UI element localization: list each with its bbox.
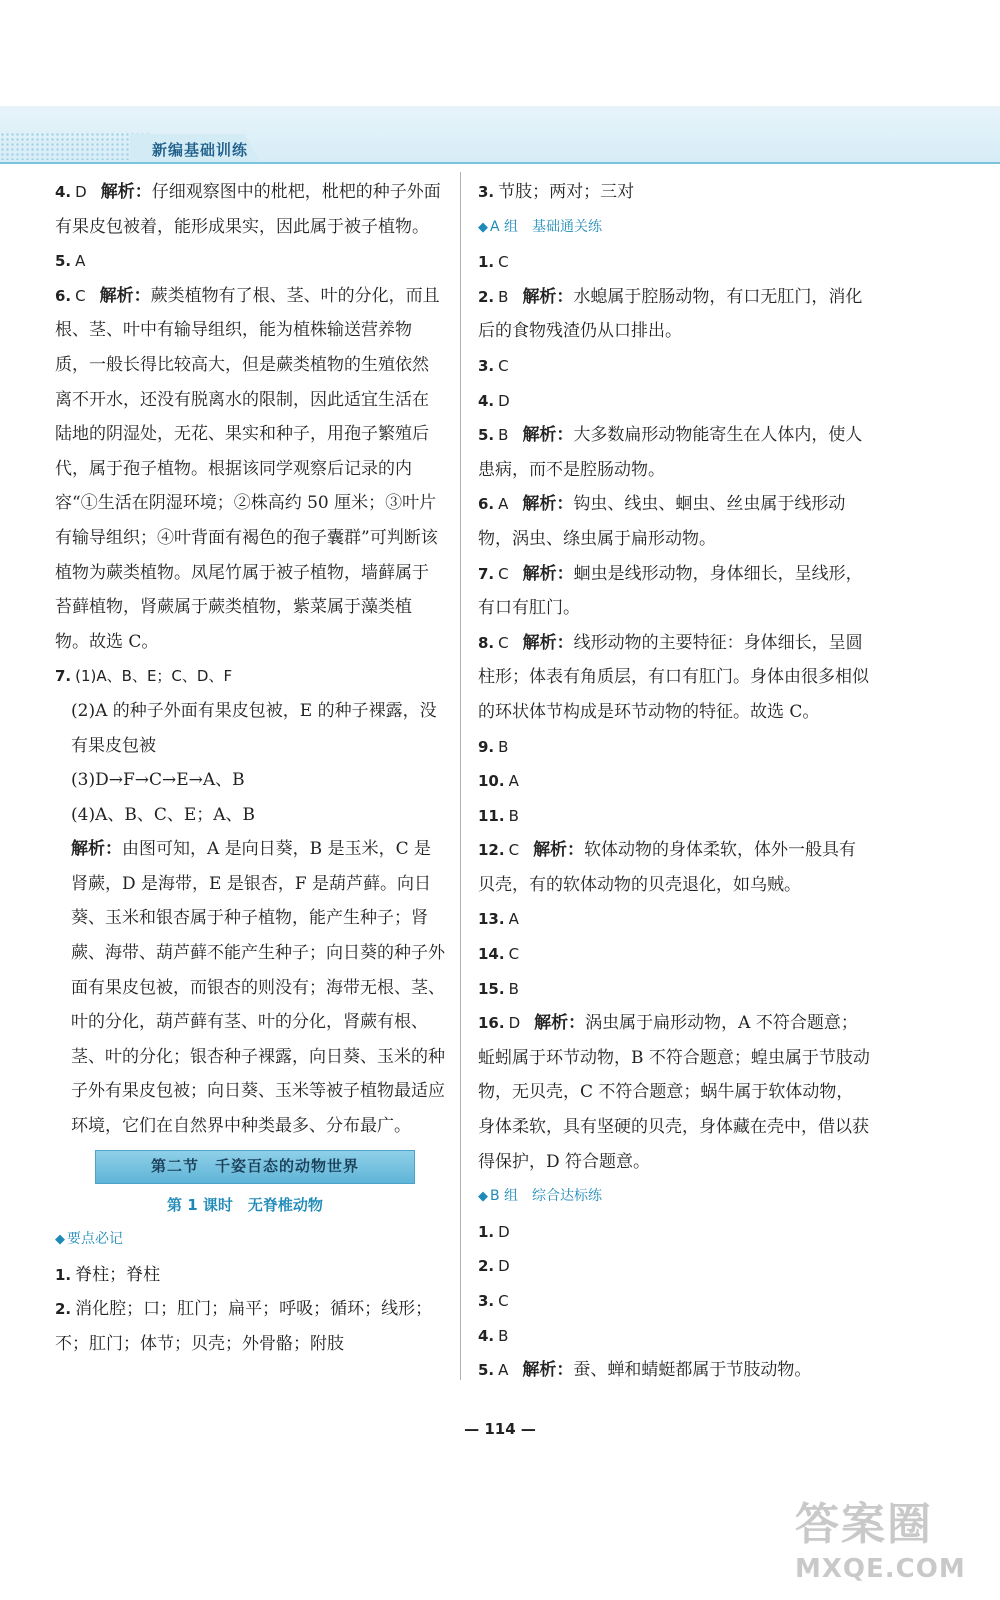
- item-answer: B: [498, 737, 509, 756]
- answer-item: [478, 1353, 870, 1388]
- analysis-text: 涡虫属于扁形动物，A 不符合题意；蚯蚓属于环节动物，B 不符合题意；蝗虫属于节肢动物，无贝壳，C 不符合题意；蜗牛属于软体动物，身体柔软，具有坚硬的贝壳，身体藏在壳中，借以获得保护，D 符合题意。: [478, 1013, 870, 1172]
- item-answer: B: [498, 426, 509, 445]
- analysis-text: 大多数扁形动物能寄生在人体内，使人患病，而不是腔肠动物。: [478, 425, 863, 480]
- item-number: 8.: [478, 633, 495, 652]
- item-number: 3.: [478, 1292, 495, 1310]
- item-answer: B: [498, 287, 509, 306]
- item-number: 2.: [478, 1257, 495, 1276]
- item-number: 15.: [478, 979, 505, 998]
- analysis-text: 线形动物的主要特征：身体细长，呈圆柱形；体表有角质层，有口有肛门。身体由很多相似的环状体节构成是环节动物的特征。故选 C。: [478, 632, 869, 722]
- item-number: 3.: [478, 356, 495, 375]
- header-dot-pattern: [0, 132, 150, 160]
- analysis-label: 解析：: [533, 840, 585, 861]
- item-number: 4.: [478, 391, 495, 410]
- answer-item: [478, 833, 870, 902]
- analysis-text: 软体动物的身体柔软，体外一般具有贝壳，有的软体动物的贝壳退化，如乌贼。: [478, 840, 857, 895]
- answer-subitem: (2)A 的种子外面有果皮包被，E 的种子裸露，没有果皮包被: [71, 700, 437, 756]
- analysis-label: 解析：: [534, 1013, 586, 1034]
- answer-item: 2. 消化腔；口；肛门；扁平；呼吸；循环；线形；不；肛门；体节；贝壳；外骨骼；附肢: [55, 1299, 433, 1354]
- item-answer: B: [508, 979, 519, 998]
- item-number: 16.: [478, 1014, 505, 1033]
- answer-item: [478, 799, 870, 834]
- answer-subitem: (4)A、B、C、E；A、B: [71, 804, 256, 825]
- answer-item: [478, 764, 870, 799]
- item-answer: C: [498, 633, 509, 652]
- answer-item: [478, 349, 870, 384]
- right-column: [478, 175, 870, 1388]
- group-b-list: [478, 1215, 870, 1388]
- answer-item: [478, 245, 870, 280]
- answer-item: [478, 1319, 870, 1354]
- diamond-icon: ◆: [478, 219, 488, 235]
- answer-item: 4. D 解析：仔细观察图中的枇杷，枇杷的种子外面有果皮包被着，能形成果实，因此属于被子植物。: [55, 182, 441, 237]
- answer-item: [478, 557, 870, 626]
- answer-item: [478, 418, 870, 487]
- answer-item: [478, 902, 870, 937]
- answer-item: [478, 1215, 870, 1250]
- analysis-text: 水螅属于腔肠动物，有口无肛门，消化后的食物残渣仍从口排出。: [478, 286, 863, 342]
- analysis-label: 解析：: [522, 563, 574, 584]
- key-points-heading: ◆ 要点必记: [55, 1231, 123, 1248]
- diamond-icon: ◆: [55, 1232, 65, 1248]
- answer-item: [478, 1249, 870, 1284]
- item-number: 1.: [478, 1222, 495, 1241]
- analysis-label: 解析：: [522, 425, 574, 446]
- analysis-label: 解析：: [522, 632, 574, 653]
- answer-item: [478, 1006, 870, 1179]
- answer-item: 5. A: [55, 252, 86, 271]
- item-answer: C: [498, 356, 509, 375]
- item-number: 10.: [478, 772, 505, 791]
- answer-item: [478, 730, 870, 765]
- answer-item: 6. C 解析：蕨类植物有了根、茎、叶的分化，而且根、茎、叶中有输导组织，能为植株输送营养物质，一般长得比较高大，但是蕨类植物的生殖依然离不开水，还没有脱离水的限制，因此适宜生活在陆地的阴湿处，无花、果实和种子，用孢子繁殖后代，属于孢子植物。根据该同学观察后记录的内容“①生活在阴湿环境；②株高约 50 厘米；③叶片有输导组织；④叶背面有褐色的孢子囊群”可判断该植物为蕨类植物。凤尾竹属于被子植物，墙藓属于苔藓植物，肾蕨属于蕨类植物，紫菜属于藻类植物。故选 C。: [55, 285, 440, 652]
- item-number: 6.: [478, 495, 495, 514]
- analysis-text: 蚕、蝉和蜻蜓都属于节肢动物。: [573, 1360, 812, 1381]
- item-number: 2.: [478, 287, 495, 306]
- analysis-paragraph: 解析：由图可知，A 是向日葵，B 是玉米，C 是肾蕨，D 是海带，E 是银杏，F 是葫芦藓。向日葵、玉米和银杏属于种子植物，能产生种子；肾蕨、海带、葫芦藓不能产生种子；向日葵的种子外面有果皮包被，而银杏的则没有；海带无根、茎、叶的分化，葫芦藓有茎、叶的分化，肾蕨有根、茎、叶的分化；银杏种子裸露，向日葵、玉米的种子外有果皮包被；向日葵、玉米等被子植物最适应环境，它们在自然界中种类最多、分布最广。: [71, 839, 445, 1137]
- answer-item: [478, 1284, 870, 1319]
- watermark-chars: 答案圈: [795, 1499, 933, 1550]
- header-rule: [0, 162, 1000, 164]
- answer-subitem: (3)D→F→C→E→A、B: [71, 770, 245, 791]
- answer-item: [478, 626, 870, 730]
- item-number: 13.: [478, 910, 505, 929]
- item-number: 14.: [478, 945, 505, 964]
- column-divider: [460, 172, 461, 1380]
- item-answer: D: [498, 1222, 510, 1241]
- answer-item: 7. (1)A、B、E；C、D、F: [55, 667, 233, 686]
- analysis-label: 解析：: [522, 286, 574, 307]
- item-answer: C: [498, 253, 509, 272]
- answer-item: [478, 937, 870, 972]
- group-a-heading: ◆ A 组 基础通关练: [478, 218, 603, 235]
- item-answer: A: [498, 495, 509, 514]
- watermark-url: MXQE.COM: [795, 1554, 966, 1584]
- answer-item: [478, 280, 870, 349]
- item-number: 11.: [478, 806, 505, 825]
- item-number: 1.: [478, 253, 495, 272]
- item-answer: B: [498, 1326, 509, 1345]
- answer-item: [478, 487, 870, 556]
- item-answer: A: [508, 772, 519, 791]
- item-number: 4.: [478, 1326, 495, 1345]
- answer-item: [478, 972, 870, 1007]
- group-a-list: [478, 245, 870, 1179]
- item-number: 5.: [478, 1361, 495, 1380]
- item-answer: C: [508, 945, 520, 964]
- analysis-label: 解析：: [522, 494, 574, 515]
- page-number: — 114 —: [464, 1420, 536, 1438]
- answer-item: 1. 脊柱；脊柱: [55, 1264, 161, 1285]
- item-answer: A: [508, 910, 519, 929]
- section-banner: 第二节 千姿百态的动物世界: [95, 1150, 415, 1184]
- item-answer: C: [498, 1292, 509, 1310]
- item-answer: A: [498, 1361, 509, 1380]
- answer-item: [478, 384, 870, 419]
- item-answer: B: [508, 806, 519, 825]
- item-number: 9.: [478, 737, 495, 756]
- item-answer: D: [498, 391, 510, 410]
- diamond-icon: ◆: [478, 1189, 488, 1205]
- lesson-title: 第 1 课时 无脊椎动物: [167, 1195, 323, 1214]
- book-title: 新编基础训练: [152, 141, 249, 159]
- group-b-heading: ◆ B 组 综合达标练: [478, 1188, 603, 1205]
- item-answer: C: [508, 841, 520, 860]
- item-answer: D: [508, 1014, 521, 1033]
- analysis-text: 蛔虫是线形动物，身体细长，呈线形，有口有肛门。: [478, 563, 863, 619]
- item-answer: D: [498, 1257, 510, 1276]
- item-answer: C: [498, 564, 509, 583]
- item-number: 5.: [478, 426, 495, 445]
- analysis-text: 钩虫、线虫、蛔虫、丝虫属于线形动物，涡虫、绦虫属于扁形动物。: [478, 494, 846, 549]
- watermark-logo: [795, 1488, 975, 1588]
- analysis-label: 解析：: [522, 1360, 574, 1381]
- item-number: 12.: [478, 841, 505, 860]
- left-column: [55, 175, 445, 1362]
- answer-item: 3. 节肢；两对；三对: [478, 182, 635, 202]
- item-number: 7.: [478, 564, 495, 583]
